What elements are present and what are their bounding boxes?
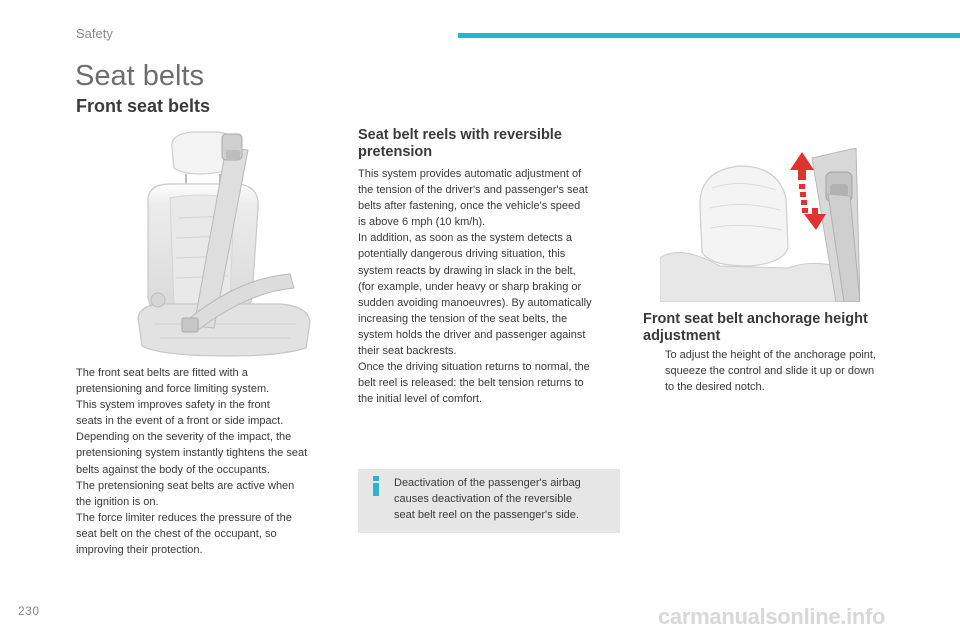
reversible-pretension-heading	[358, 127, 562, 161]
text-line: belt reel is released: the belt tension returns to	[358, 377, 584, 390]
text-line: pretensioning and force limiting system.	[76, 383, 270, 396]
text-line: the tension of the driver's and passenger's seat	[358, 184, 588, 197]
info-note-box	[358, 469, 620, 533]
section-label: Safety	[76, 26, 113, 41]
anchorage-height-illustration	[660, 148, 860, 302]
text-line: seats in the event of a front or side impact.	[76, 415, 284, 428]
text-line: This system provides automatic adjustment of	[358, 168, 582, 180]
text-line: to the desired notch.	[665, 381, 765, 394]
front-seat-illustration	[130, 128, 340, 360]
text-line: (for example, under heavy or sharp braking or	[358, 280, 582, 293]
text-line: Deactivation of the passenger's airbag	[394, 477, 581, 489]
text-line: system reacts by drawing in slack in the belt,	[358, 264, 576, 277]
text-line: increasing the tension of the seat belts, the	[358, 312, 568, 325]
text-line: seat belt on the chest of the occupant, so	[76, 527, 277, 540]
info-icon	[368, 476, 384, 496]
heading-line: Front seat belt anchorage height	[643, 311, 868, 327]
text-line: In addition, as soon as the system detects a	[358, 232, 573, 245]
text-line: Depending on the severity of the impact, the	[76, 431, 292, 444]
page-title: Seat belts	[75, 60, 204, 92]
text-line: system holds the driver and passenger against	[358, 328, 586, 341]
heading-line: pretension	[358, 144, 433, 160]
text-line: belts against the body of the occupants.	[76, 463, 270, 476]
text-line: sudden avoiding manoeuvres). By automatically	[358, 296, 592, 309]
text-line: To adjust the height of the anchorage point,	[665, 349, 876, 361]
heading-line: Seat belt reels with reversible	[358, 127, 562, 143]
text-line: seat belt reel on the passenger's side.	[394, 509, 579, 521]
heading-line: adjustment	[643, 328, 721, 344]
text-line: improving their protection.	[76, 544, 203, 557]
middle-column-text	[358, 166, 592, 407]
text-line: The pretensioning seat belts are active when	[76, 479, 295, 492]
section-accent-bar	[458, 33, 960, 38]
watermark: carmanualsonline.info	[658, 604, 886, 629]
text-line: This system improves safety in the front	[76, 399, 270, 412]
text-line: squeeze the control and slide it up or down	[665, 365, 875, 378]
text-line: The front seat belts are fitted with a	[76, 367, 248, 379]
page-subtitle: Front seat belts	[76, 96, 211, 116]
anchorage-adjustment-heading	[643, 311, 868, 345]
left-column-text	[76, 365, 307, 558]
text-line: belts after fastening, once the vehicle's speed	[358, 200, 581, 213]
text-line: causes deactivation of the reversible	[394, 493, 572, 505]
text-line: potentially dangerous driving situation, this	[358, 248, 566, 261]
text-line: the ignition is on.	[76, 495, 159, 508]
page-number: 230	[18, 604, 40, 618]
text-line: the initial level of comfort.	[358, 393, 483, 406]
text-line: is above 6 mph (10 km/h).	[358, 216, 486, 229]
text-line: Once the driving situation returns to normal, the	[358, 361, 590, 374]
right-column-text	[665, 347, 876, 395]
text-line: their seat backrests.	[358, 345, 457, 358]
text-line: pretensioning system instantly tightens the seat	[76, 447, 308, 460]
text-line: The force limiter reduces the pressure of the	[76, 511, 292, 524]
info-note-text	[394, 475, 581, 523]
